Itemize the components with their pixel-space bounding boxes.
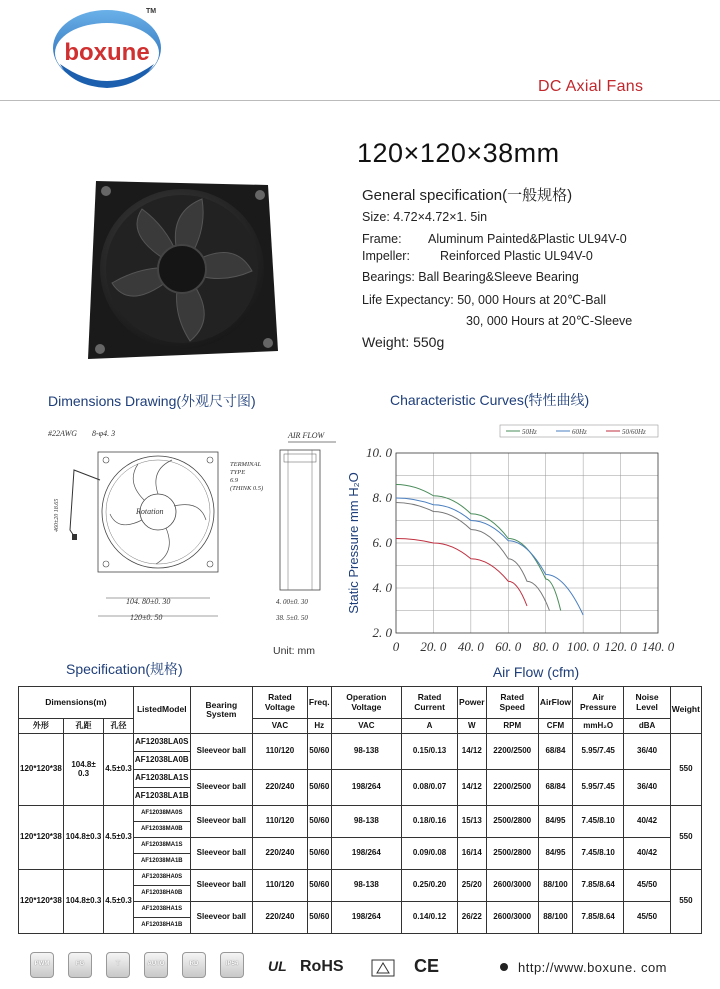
drawing-outer-dimension: 120±0. 50 [130,613,163,622]
x-tick-label: 80. 0 [532,639,559,654]
cell-model: AF12038LA1S [133,770,190,788]
cell-noise: 36/40 [624,734,670,770]
cell-pressure: 7.85/8.64 [573,870,624,902]
cell-power: 14/12 [458,734,487,770]
specification-title: Specification(规格) [66,661,183,677]
cell-power: 25/20 [458,870,487,902]
drawing-terminal-label: TERMINAL [230,461,262,468]
cell-current: 0.15/0.13 [402,734,458,770]
th-rated-voltage: Rated Voltage [253,687,308,719]
th-outer: 外形 [19,719,64,734]
th-dba: dBA [624,719,670,734]
cell-noise: 36/40 [624,770,670,806]
cell-model: AF12038HA1B [133,918,190,934]
cell-bearing: Sleeveor ball [190,870,252,902]
th-rpm: RPM [486,719,538,734]
brand-logo [50,6,165,90]
cell-freq: 50/60 [307,806,331,838]
series-line [396,503,549,611]
cell-op: 198/264 [331,902,401,934]
spec-impeller-label: Impeller: [362,249,410,263]
cell-weight: 550 [670,806,701,870]
spec-life [362,292,606,307]
drawing-type-label: TYPE [230,469,246,476]
cell-current: 0.18/0.16 [402,806,458,838]
legend-entry: 60Hz [572,428,587,436]
drawing-flange-dimension: 4. 00±0. 30 [276,598,308,606]
th-rated-speed: Rated Speed [486,687,538,719]
cell-freq: 50/60 [307,838,331,870]
spec-impeller-value: Reinforced Plastic UL94V-0 [440,249,593,263]
th-noise: Noise Level [624,687,670,719]
cell-pressure: 5.95/7.45 [573,770,624,806]
rd-cert-icon: RD [182,952,206,978]
cell-power: 26/22 [458,902,487,934]
cell-current: 0.25/0.20 [402,870,458,902]
cell-airflow: 68/84 [538,770,572,806]
drawing-think-label: (THINK 0.5) [230,485,264,492]
cell-power: 14/12 [458,770,487,806]
th-operation-voltage: Operation Voltage [331,687,401,719]
cell-hole: 4.5±0.3 [104,806,134,870]
cell-voltage: 110/120 [253,734,308,770]
cell-voltage: 220/240 [253,902,308,934]
dimensions-drawing [40,420,350,630]
x-tick-label: 20. 0 [420,639,447,654]
th-weight: Weight [670,687,701,734]
ip54-cert-icon: IP54 [220,952,244,978]
th-vac: VAC [253,719,308,734]
cell-airflow: 84/95 [538,806,572,838]
drawing-rotation-label: Rotation [136,507,164,516]
y-tick-label: 10. 0 [366,445,392,460]
drawing-unit-note: Unit: mm [273,645,315,657]
cell-model: AF12038LA0B [133,752,190,770]
cell-current: 0.08/0.07 [402,770,458,806]
th-rated-current: Rated Current [402,687,458,719]
cell-hole: 4.5±0.3 [104,870,134,934]
specification-table [18,686,702,934]
cell-model: AF12038MA0S [133,806,190,822]
th-op-vac: VAC [331,719,401,734]
x-tick-label: 40. 0 [457,639,484,654]
trademark-mark: TM [146,8,157,15]
series-line [396,485,561,611]
th-airflow: AirFlow [538,687,572,719]
cell-weight: 550 [670,734,701,806]
cell-airflow: 84/95 [538,838,572,870]
spec-frame-value: Aluminum Painted&Plastic UL94V-0 [428,232,627,246]
cell-model: AF12038LA0S [133,734,190,752]
cell-pressure: 7.45/8.10 [573,806,624,838]
spec-bearings: Bearings: Ball Bearing&Sleeve Bearing [362,270,579,284]
cell-pitch: 104.8±0.3 [63,806,103,870]
cell-bearing: Sleeveor ball [190,734,252,770]
cell-outer: 120*120*38 [19,870,64,934]
spec-frame-label: Frame: [362,232,402,246]
certification-row [30,952,450,982]
cell-freq: 50/60 [307,870,331,902]
y-tick-label: 8. 0 [372,490,392,505]
cell-model: AF12038MA1S [133,838,190,854]
y-tick-label: 6. 0 [372,535,392,550]
cell-current: 0.09/0.08 [402,838,458,870]
cell-pressure: 7.45/8.10 [573,838,624,870]
th-air-pressure: Air Pressure [573,687,624,719]
cell-op: 98-138 [331,734,401,770]
drawing-holes-label: 8-φ4. 3 [92,429,116,438]
cell-model: AF12038HA0S [133,870,190,886]
table-row [19,870,702,886]
series-line [396,539,527,607]
table-row [19,734,702,752]
spec-frame [362,232,627,246]
cell-noise: 45/50 [624,870,670,902]
cell-freq: 50/60 [307,734,331,770]
cell-bearing: Sleeveor ball [190,806,252,838]
cell-model: AF12038MA1B [133,854,190,870]
spec-weight: Weight: 550g [362,334,445,350]
legend-entry: 50/60Hz [622,428,646,436]
document-category: DC Axial Fans [538,78,644,95]
cell-model: AF12038LA1B [133,788,190,806]
x-tick-label: 60. 0 [495,639,522,654]
th-power: Power [458,687,487,719]
recycle-bin-icon [370,958,396,978]
cell-outer: 120*120*38 [19,734,64,806]
th-hole: 孔径 [104,719,134,734]
cell-voltage: 110/120 [253,870,308,902]
characteristic-curves-title: Characteristic Curves(特性曲线) [390,392,590,408]
cell-freq: 50/60 [307,770,331,806]
x-tick-label: 0 [392,639,400,654]
dimensions-drawing-title: Dimensions Drawing(外观尺寸图) [48,393,256,409]
model-size-title: 120×120×38mm [357,138,560,168]
th-dimensions: Dimensions(m) [19,687,134,719]
cell-freq: 50/60 [307,902,331,934]
cell-airflow: 88/100 [538,902,572,934]
cell-op: 198/264 [331,770,401,806]
legend-entry: 50Hz [522,428,537,436]
cell-op: 98-138 [331,806,401,838]
table-row [19,806,702,822]
drawing-type-value: 6.9 [230,477,239,484]
drawing-airflow-label: AIR FLOW [288,431,325,440]
fan-product-photo [82,175,282,365]
cell-model: AF12038HA1S [133,902,190,918]
cell-power: 16/14 [458,838,487,870]
th-w: W [458,719,487,734]
cell-bearing: Sleeveor ball [190,770,252,806]
cell-airflow: 88/100 [538,870,572,902]
th-pitch: 孔距 [63,719,103,734]
auto-cert-icon: AUTO [144,952,168,978]
spec-life-label: Life Expectancy: [362,293,454,307]
th-listed-model: ListedModel [133,687,190,734]
drawing-depth-dimension: 38. 5±0. 50 [276,614,308,622]
drawing-wire-label: #22AWG [48,429,78,438]
cell-pitch: 104.8±0.3 [63,870,103,934]
th-hz: Hz [307,719,331,734]
thermal-cert-icon: T [106,952,130,978]
cell-speed: 2600/3000 [486,870,538,902]
spec-life-sleeve: 30, 000 Hours at 20℃-Sleeve [466,314,633,328]
website-link[interactable]: http://www.boxune. com [518,960,668,975]
cell-bearing: Sleeveor ball [190,902,252,934]
spec-size: Size: 4.72×4.72×1. 5in [362,210,488,224]
x-tick-label: 100. 0 [566,639,600,654]
cell-power: 15/13 [458,806,487,838]
cell-noise: 40/42 [624,838,670,870]
rohs-mark: RoHS [300,958,344,975]
y-tick-label: 4. 0 [372,580,392,595]
drawing-hole-pitch: 104. 80±0. 30 [126,597,171,606]
cell-op: 198/264 [331,838,401,870]
header-divider [0,100,720,101]
cell-voltage: 110/120 [253,806,308,838]
characteristic-curves-chart [340,415,700,680]
cell-pitch: 104.8± 0.3 [63,734,103,806]
cell-speed: 2200/2500 [486,770,538,806]
x-tick-label: 140. 0 [641,639,675,654]
cell-voltage: 220/240 [253,770,308,806]
cell-op: 98-138 [331,870,401,902]
fg-cert-icon: FG [68,952,92,978]
th-a: A [402,719,458,734]
cell-speed: 2500/2800 [486,806,538,838]
cell-model: AF12038MA0B [133,822,190,838]
cell-noise: 45/50 [624,902,670,934]
x-axis-label: Air Flow (cfm) [492,664,580,680]
ce-mark: CE [414,956,440,976]
th-freq: Freq. [307,687,331,719]
spec-impeller [362,249,593,263]
cell-model: AF12038HA0B [133,886,190,902]
brand-name: boxune [64,39,150,66]
y-axis-label: Static Pressure mm H₂O [346,472,361,614]
cell-current: 0.14/0.12 [402,902,458,934]
cell-airflow: 68/84 [538,734,572,770]
cell-voltage: 220/240 [253,838,308,870]
series-line [396,498,583,615]
cell-speed: 2200/2500 [486,734,538,770]
ul-mark-icon: UL [268,958,287,974]
th-bearing: Bearing System [190,687,252,734]
cell-hole: 4.5±0.3 [104,734,134,806]
cell-outer: 120*120*38 [19,806,64,870]
cell-weight: 550 [670,870,701,934]
drawing-wire-length: 460±20 18.65 [54,498,60,532]
cell-speed: 2600/3000 [486,902,538,934]
cell-pressure: 7.85/8.64 [573,902,624,934]
cell-speed: 2500/2800 [486,838,538,870]
y-tick-label: 2. 0 [372,625,392,640]
spec-life-ball: 50, 000 Hours at 20℃-Ball [457,293,607,307]
th-mmh2o: mmH₂O [573,719,624,734]
cell-pressure: 5.95/7.45 [573,734,624,770]
cell-bearing: Sleeveor ball [190,838,252,870]
th-cfm: CFM [538,719,572,734]
website-bullet [500,963,508,971]
cell-noise: 40/42 [624,806,670,838]
general-spec-heading: General specification(一般规格) [362,187,573,204]
pwm-cert-icon: PWM [30,952,54,978]
x-tick-label: 120. 0 [604,639,637,654]
